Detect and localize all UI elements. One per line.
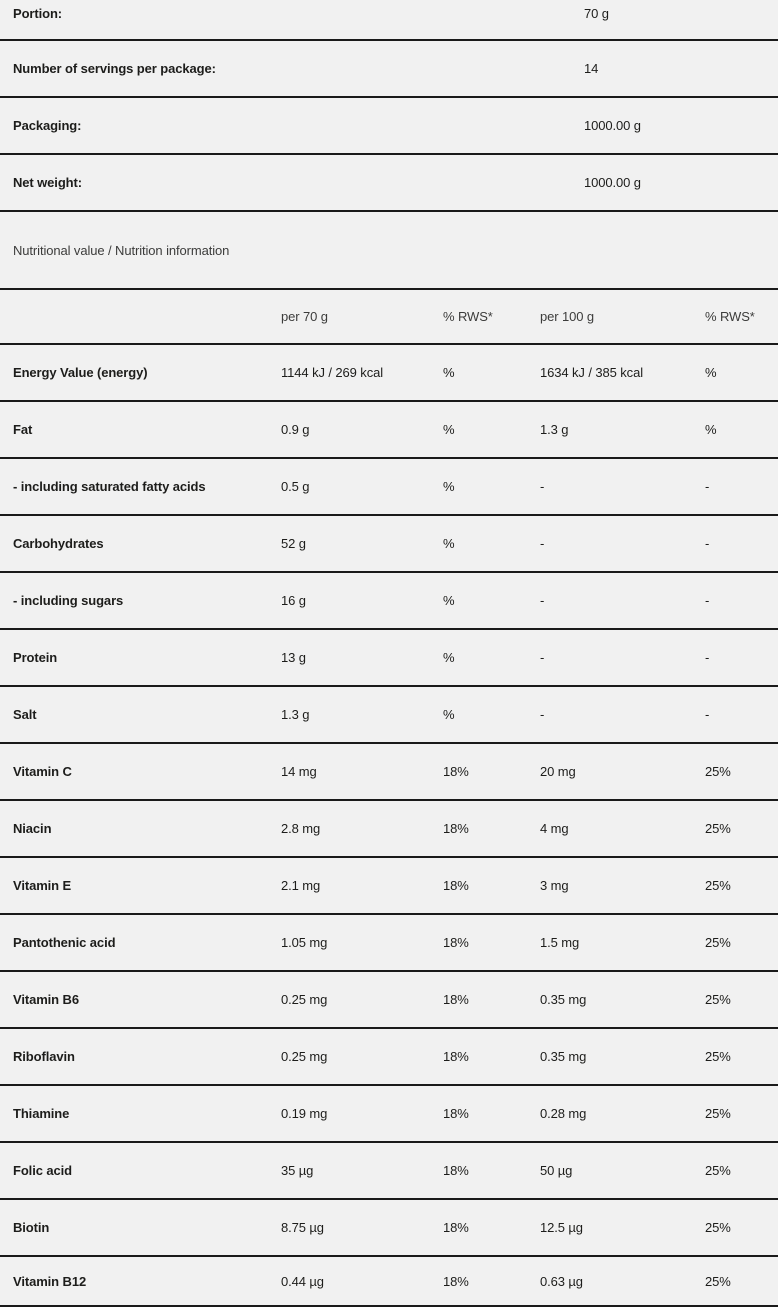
nutrient-row: [0, 744, 778, 801]
per-portion-value: 0.44 µg: [281, 1273, 324, 1289]
rws-per-100g-value: 25%: [705, 1163, 731, 1178]
nutrient-row: [0, 858, 778, 915]
per-portion-value: 1144 kJ / 269 kcal: [281, 365, 384, 380]
nutrient-row: [0, 516, 778, 573]
per-100g-value: 0.35 mg: [540, 992, 587, 1007]
rws-per-portion-value: %: [443, 593, 455, 608]
per-100g-value: 0.35 mg: [540, 1049, 587, 1064]
product-info-row: [0, 41, 778, 98]
nutrient-row: [0, 345, 778, 402]
rws-per-100g-value: -: [705, 707, 710, 722]
rws-per-100g-value: 25%: [705, 1273, 731, 1289]
rws-per-100g-value: -: [705, 593, 710, 608]
per-100g-value: 20 mg: [540, 764, 576, 779]
per-portion-value: 14 mg: [281, 764, 317, 779]
col-header-rws-portion: % RWS*: [443, 309, 493, 324]
nutrient-row: [0, 1200, 778, 1257]
nutrient-row: [0, 687, 778, 744]
nutrient-row: [0, 402, 778, 459]
rws-per-portion-value: %: [443, 536, 455, 551]
per-100g-value: 1634 kJ / 385 kcal: [540, 365, 643, 380]
per-portion-value: 13 g: [281, 650, 306, 665]
nutrient-row: [0, 1143, 778, 1200]
rws-per-100g-value: 25%: [705, 1106, 731, 1121]
rws-per-portion-value: 18%: [443, 1163, 469, 1178]
nutrient-name: Protein: [13, 650, 58, 665]
info-label: Number of servings per package:: [13, 61, 216, 76]
nutrient-row: [0, 801, 778, 858]
rws-per-portion-value: %: [443, 422, 455, 437]
rws-per-portion-value: 18%: [443, 992, 469, 1007]
nutrient-row: [0, 972, 778, 1029]
per-portion-value: 0.25 mg: [281, 1049, 328, 1064]
nutrient-name: Salt: [13, 707, 37, 722]
col-header-per-portion: per 70 g: [281, 309, 328, 324]
per-100g-value: 1.3 g: [540, 422, 569, 437]
rws-per-100g-value: %: [705, 365, 717, 380]
per-100g-value: 3 mg: [540, 878, 569, 893]
rws-per-100g-value: -: [705, 479, 710, 494]
nutrient-name: - including sugars: [13, 593, 124, 608]
nutrient-name: Riboflavin: [13, 1049, 75, 1064]
nutrient-name: Vitamin B6: [13, 992, 79, 1007]
per-portion-value: 35 µg: [281, 1163, 314, 1178]
per-portion-value: 0.19 mg: [281, 1106, 328, 1121]
info-value: 1000.00 g: [584, 118, 641, 133]
per-portion-value: 1.05 mg: [281, 935, 328, 950]
product-info-table: [0, 0, 778, 212]
rws-per-100g-value: 25%: [705, 992, 731, 1007]
nutrient-row: [0, 1086, 778, 1143]
per-portion-value: 16 g: [281, 593, 306, 608]
per-portion-value: 2.1 mg: [281, 878, 321, 893]
nutrient-name: Pantothenic acid: [13, 935, 116, 950]
rws-per-portion-value: 18%: [443, 1049, 469, 1064]
rws-per-portion-value: 18%: [443, 1273, 469, 1289]
nutrient-name: Biotin: [13, 1220, 50, 1235]
rws-per-100g-value: 25%: [705, 1220, 731, 1235]
nutrient-name: Folic acid: [13, 1163, 72, 1178]
nutrient-name: Fat: [13, 422, 33, 437]
rws-per-100g-value: 25%: [705, 1049, 731, 1064]
per-100g-value: -: [540, 707, 545, 722]
nutrient-row: [0, 459, 778, 516]
per-portion-value: 0.5 g: [281, 479, 310, 494]
rws-per-100g-value: 25%: [705, 935, 731, 950]
rws-per-portion-value: %: [443, 365, 455, 380]
nutrient-name: Vitamin B12: [13, 1273, 87, 1289]
per-100g-value: 0.63 µg: [540, 1273, 583, 1289]
nutrient-row: [0, 630, 778, 687]
rws-per-portion-value: 18%: [443, 764, 469, 779]
rws-per-100g-value: -: [705, 536, 710, 551]
nutrient-name: Vitamin C: [13, 764, 72, 779]
nutrient-name: - including saturated fatty acids: [13, 479, 206, 494]
per-portion-value: 2.8 mg: [281, 821, 321, 836]
rws-per-portion-value: 18%: [443, 821, 469, 836]
per-100g-value: 0.28 mg: [540, 1106, 587, 1121]
rws-per-portion-value: 18%: [443, 1106, 469, 1121]
info-value: 1000.00 g: [584, 175, 641, 190]
nutrition-table: [0, 290, 778, 1307]
rws-per-portion-value: 18%: [443, 935, 469, 950]
rws-per-portion-value: %: [443, 707, 455, 722]
info-label: Net weight:: [13, 175, 82, 190]
per-100g-value: -: [540, 479, 545, 494]
nutrient-row: [0, 573, 778, 630]
nutrient-row: [0, 1257, 778, 1307]
per-portion-value: 8.75 µg: [281, 1220, 324, 1235]
product-info-row: [0, 98, 778, 155]
per-portion-value: 0.25 mg: [281, 992, 328, 1007]
per-100g-value: -: [540, 650, 545, 665]
rws-per-portion-value: 18%: [443, 878, 469, 893]
nutrient-row: [0, 1029, 778, 1086]
per-portion-value: 0.9 g: [281, 422, 310, 437]
nutrient-name: Carbohydrates: [13, 536, 104, 551]
per-portion-value: 1.3 g: [281, 707, 310, 722]
nutrient-name: Thiamine: [13, 1106, 70, 1121]
col-header-rws-100g: % RWS*: [705, 309, 755, 324]
rws-per-portion-value: 18%: [443, 1220, 469, 1235]
section-title: Nutritional value / Nutrition information: [13, 242, 230, 258]
section-title-row: [0, 212, 778, 290]
per-100g-value: 50 µg: [540, 1163, 573, 1178]
rws-per-portion-value: %: [443, 479, 455, 494]
per-portion-value: 52 g: [281, 536, 306, 551]
info-label: Packaging:: [13, 118, 82, 133]
col-header-per-100g: per 100 g: [540, 309, 595, 324]
rws-per-100g-value: -: [705, 650, 710, 665]
rws-per-100g-value: 25%: [705, 764, 731, 779]
per-100g-value: 1.5 mg: [540, 935, 580, 950]
rws-per-100g-value: %: [705, 422, 717, 437]
nutrient-name: Vitamin E: [13, 878, 72, 893]
rws-per-100g-value: 25%: [705, 821, 731, 836]
info-value: 70 g: [584, 6, 609, 21]
rws-per-100g-value: 25%: [705, 878, 731, 893]
info-value: 14: [584, 61, 599, 76]
product-info-row: [0, 155, 778, 212]
nutrition-table-header-row: [0, 290, 778, 345]
nutrient-row: [0, 915, 778, 972]
per-100g-value: 4 mg: [540, 821, 569, 836]
nutrition-table-body: [0, 345, 778, 1307]
rws-per-portion-value: %: [443, 650, 455, 665]
per-100g-value: 12.5 µg: [540, 1220, 583, 1235]
nutrient-name: Niacin: [13, 821, 52, 836]
nutrient-name: Energy Value (energy): [13, 365, 148, 380]
per-100g-value: -: [540, 593, 545, 608]
info-label: Portion:: [13, 6, 63, 21]
product-info-row: [0, 0, 778, 41]
per-100g-value: -: [540, 536, 545, 551]
